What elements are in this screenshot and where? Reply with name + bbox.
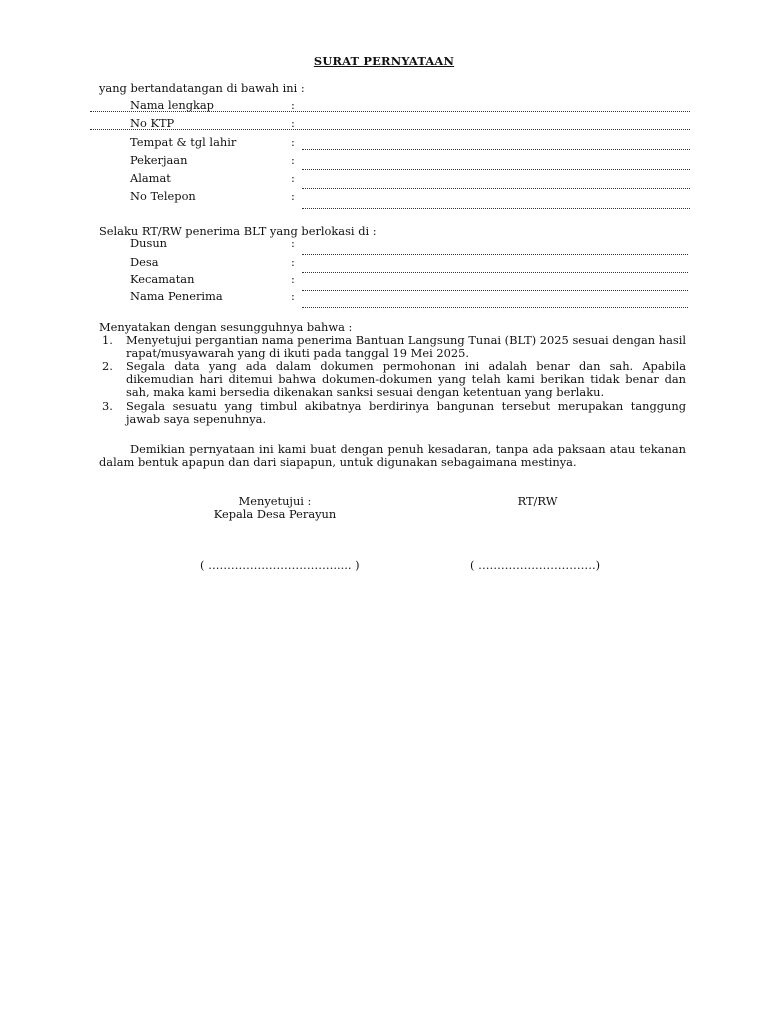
- field-label: Pekerjaan: [130, 153, 188, 167]
- field-nama-lengkap: [130, 99, 690, 115]
- field-no-ktp: [130, 117, 690, 133]
- field-pekerjaan: [130, 154, 690, 170]
- field-colon: :: [291, 171, 295, 185]
- list-number: 3.: [102, 398, 113, 413]
- signature-left-heading: Menyetujui :: [238, 494, 312, 508]
- field-label: Desa: [130, 255, 159, 269]
- location-intro: Selaku RT/RW penerima BLT yang berlokasi di :: [99, 224, 377, 238]
- list-item: [99, 334, 686, 360]
- statement-intro: Menyatakan dengan sesungguhnya bahwa :: [99, 320, 353, 334]
- fill-line-tempat-tgl-lahir: [302, 149, 690, 150]
- field-desa: [130, 256, 690, 272]
- document-title: SURAT PERNYATAAN: [313, 54, 455, 68]
- field-label: No KTP: [130, 116, 175, 130]
- intro-text: yang bertandatangan di bawah ini :: [99, 81, 305, 95]
- field-colon: :: [291, 189, 295, 203]
- fill-line-nama-lengkap: [90, 111, 690, 112]
- field-colon: :: [291, 272, 295, 286]
- fill-line-alamat: [302, 188, 690, 189]
- fill-line-pekerjaan: [302, 169, 690, 170]
- field-colon: :: [291, 289, 295, 303]
- list-item: [99, 360, 686, 399]
- field-colon: :: [291, 135, 295, 149]
- closing-paragraph: Demikian pernyataan ini kami buat dengan penuh kesadaran, tanpa ada paksaan atau tekanan dalam bentuk apapun dan dari siapapun, untuk digunakan sebagaimana mestinya.: [99, 442, 686, 470]
- statement-list: [99, 334, 686, 426]
- field-label: Kecamatan: [130, 272, 195, 286]
- list-item-text: Menyetujui pergantian nama penerima Bantuan Langsung Tunai (BLT) 2025 sesuai dengan hasil rapat/musyawarah yang di ikuti pada tanggal 19 Mei 2025.: [126, 333, 686, 361]
- list-item: [99, 400, 686, 426]
- list-item-text: Segala data yang ada dalam dokumen permohonan ini adalah benar dan sah. Apabila dikemudian hari ditemui bahwa dokumen-dokumen yang telah kami berikan tidak benar dan sah, maka kami bersedia dikenakan sanksi sesuai dengan ketentuan yang berlaku.: [126, 359, 686, 400]
- fill-line-nama-penerima: [302, 307, 688, 308]
- field-nama-penerima: [130, 290, 690, 306]
- field-colon: :: [291, 116, 295, 130]
- field-colon: :: [291, 236, 295, 250]
- signature-left-line: ( ……………………………..... ): [200, 558, 360, 572]
- field-label: Alamat: [130, 171, 171, 185]
- field-colon: :: [291, 255, 295, 269]
- signature-right-line: ( ………………………….): [470, 558, 601, 572]
- field-no-telepon: [130, 190, 690, 206]
- fill-line-no-ktp: [90, 129, 690, 130]
- field-label: Nama Penerima: [130, 289, 223, 303]
- field-label: Nama lengkap: [130, 98, 214, 112]
- fill-line-no-telepon: [302, 208, 690, 209]
- list-number: 1.: [102, 333, 113, 347]
- field-colon: :: [291, 98, 295, 112]
- field-label: No Telepon: [130, 189, 196, 203]
- field-dusun: [130, 237, 690, 253]
- field-label: Dusun: [130, 236, 167, 250]
- field-alamat: [130, 172, 690, 188]
- field-kecamatan: [130, 273, 690, 289]
- field-colon: :: [291, 153, 295, 167]
- fill-line-dusun: [302, 254, 688, 255]
- field-label: Tempat & tgl lahir: [130, 135, 237, 149]
- signature-left-role: Kepala Desa Perayun: [213, 507, 337, 521]
- signature-right-heading: RT/RW: [517, 494, 558, 508]
- list-number: 2.: [102, 359, 113, 374]
- list-item-text: Segala sesuatu yang timbul akibatnya berdirinya bangunan tersebut merupakan tanggung jawab saya sepenuhnya.: [126, 398, 686, 426]
